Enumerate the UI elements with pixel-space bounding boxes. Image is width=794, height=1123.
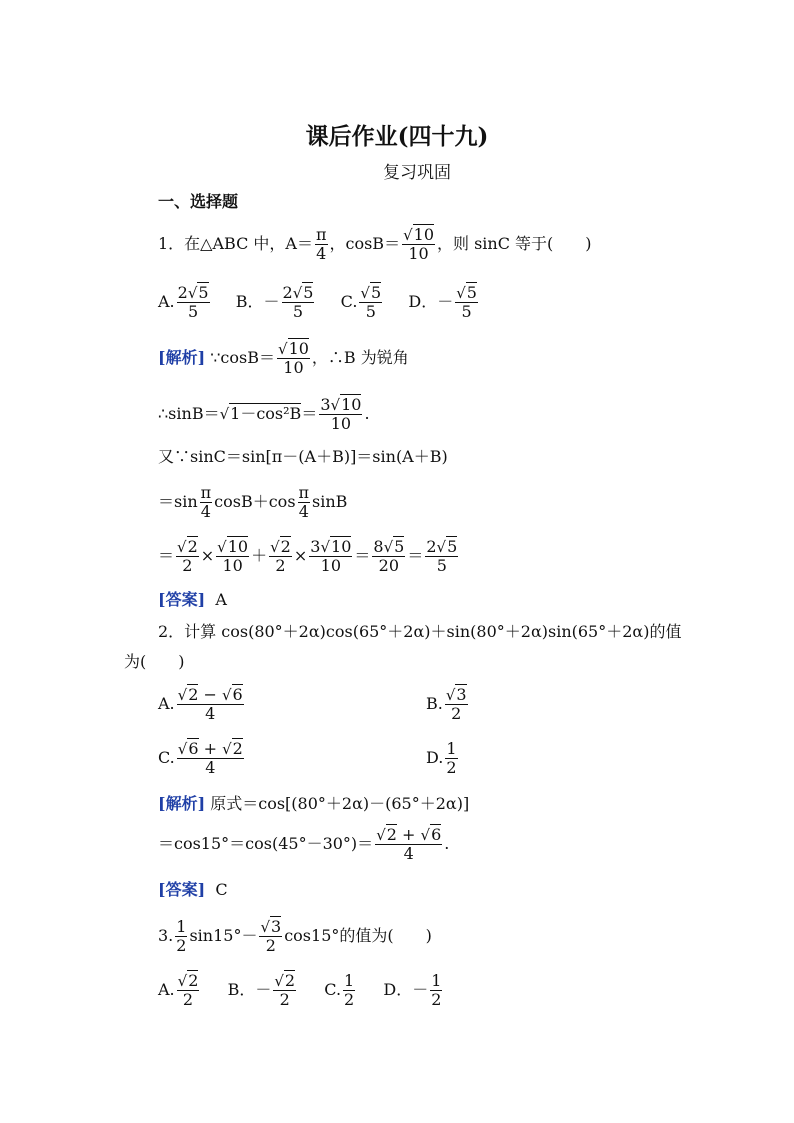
q1-frac-pi-over-4 bbox=[315, 226, 328, 263]
answer-tag: [答案] bbox=[158, 590, 206, 609]
section-heading: 一、选择题 bbox=[158, 192, 239, 211]
q1-analysis-3: 又∵sinC＝sin[π－(A＋B)]＝sin(A＋B) bbox=[158, 447, 448, 466]
q1-analysis-4: ＝sin $\frac{\pi}{4}$ cosB＋cos $\frac{\pi}{4}$ sinB bbox=[158, 483, 348, 521]
q1-choice-a[interactable]: A. $\frac{2√5}{5}$ bbox=[158, 283, 209, 321]
q1-choice-c[interactable]: C. $\frac{√5}{5}$ bbox=[340, 283, 382, 321]
q2-analysis-1 bbox=[158, 794, 469, 814]
page-subtitle: 复习巩固 bbox=[383, 163, 451, 183]
q1-answer-value: A bbox=[215, 590, 227, 609]
q2-stem-line1: 2．计算 cos(80°＋2α)cos(65°＋2α)＋sin(80°＋2α)sin(65°＋2α)的值 bbox=[158, 622, 682, 641]
frac-den: 4 bbox=[316, 244, 327, 263]
analysis-tag: [解析] bbox=[158, 348, 206, 367]
q1-stem bbox=[158, 226, 592, 263]
frac-num: π bbox=[315, 225, 327, 244]
text: ∵cosB＝ bbox=[210, 348, 275, 367]
q1-stem-mid: ，cosB＝ bbox=[329, 234, 401, 253]
q2-choice-a[interactable]: A. $\frac{√2 - √6}{4}$ bbox=[158, 685, 243, 723]
frac-den: 10 bbox=[408, 244, 429, 263]
q1-stem-suffix: ，则 sinC 等于( ) bbox=[437, 234, 592, 253]
q3-choice-c[interactable]: C. $\frac{1}{2}$ bbox=[324, 971, 355, 1009]
q1-choice-b[interactable]: B．－ $\frac{2√5}{5}$ bbox=[235, 283, 314, 321]
q3-stem: 3. $\frac{1}{2}$ sin15°－ $\frac{√3}{2}$ cos15°的值为( ) bbox=[158, 917, 432, 955]
text: 原式＝cos[(80°＋2α)－(65°＋2α)] bbox=[210, 794, 470, 813]
q1-analysis-2: ∴sinB＝√1－cos²B＝ $\frac{3√10}{10}$ . bbox=[158, 395, 370, 433]
q3-choice-b[interactable]: B．－ $\frac{√2}{2}$ bbox=[227, 971, 296, 1009]
text: ，∴B 为锐角 bbox=[311, 348, 409, 367]
q2-choice-b[interactable]: B. $\frac{√3}{2}$ bbox=[426, 685, 467, 723]
q2-analysis-2: ＝cos15°＝cos(45°－30°)＝ $\frac{√2 + √6}{4}$ . bbox=[158, 825, 450, 863]
q3-choices bbox=[158, 972, 444, 1009]
q1-answer bbox=[158, 590, 227, 610]
q1-analysis-5: ＝ $\frac{√2}{2}$ × $\frac{√10}{10}$ ＋ $\frac{√2}{2}$ × $\frac{3√10}{10}$ ＝ $\frac{8√5}{20}$ ＝ $\frac{2√5}{5}$ bbox=[158, 537, 458, 575]
q3-choice-d[interactable]: D．－ $\frac{1}{2}$ bbox=[383, 971, 442, 1009]
frac-num: √10 bbox=[403, 225, 434, 244]
q2-answer-value: C bbox=[215, 880, 228, 899]
page-title: 课后作业(四十九) bbox=[305, 123, 489, 150]
q2-choice-c[interactable]: C. $\frac{√6 + √2}{4}$ bbox=[158, 739, 243, 777]
q1-choice-d[interactable]: D．－ $\frac{√5}{5}$ bbox=[408, 283, 477, 321]
q2-answer bbox=[158, 880, 228, 900]
answer-tag: [答案] bbox=[158, 880, 206, 899]
q2-choice-d[interactable]: D. $\frac{1}{2}$ bbox=[426, 739, 457, 777]
q1-frac-root10-over-10 bbox=[402, 226, 435, 263]
analysis-tag: [解析] bbox=[158, 794, 206, 813]
q1-stem-prefix: 1．在△ABC 中，A＝ bbox=[158, 234, 313, 253]
q1-analysis-1: [解析] ∵cosB＝ $\frac{√10}{10}$ ，∴B 为锐角 bbox=[158, 339, 409, 377]
q1-choices bbox=[158, 284, 480, 321]
q3-choice-a[interactable]: A. $\frac{√2}{2}$ bbox=[158, 971, 199, 1009]
q2-stem-line2: 为( ) bbox=[124, 652, 185, 671]
